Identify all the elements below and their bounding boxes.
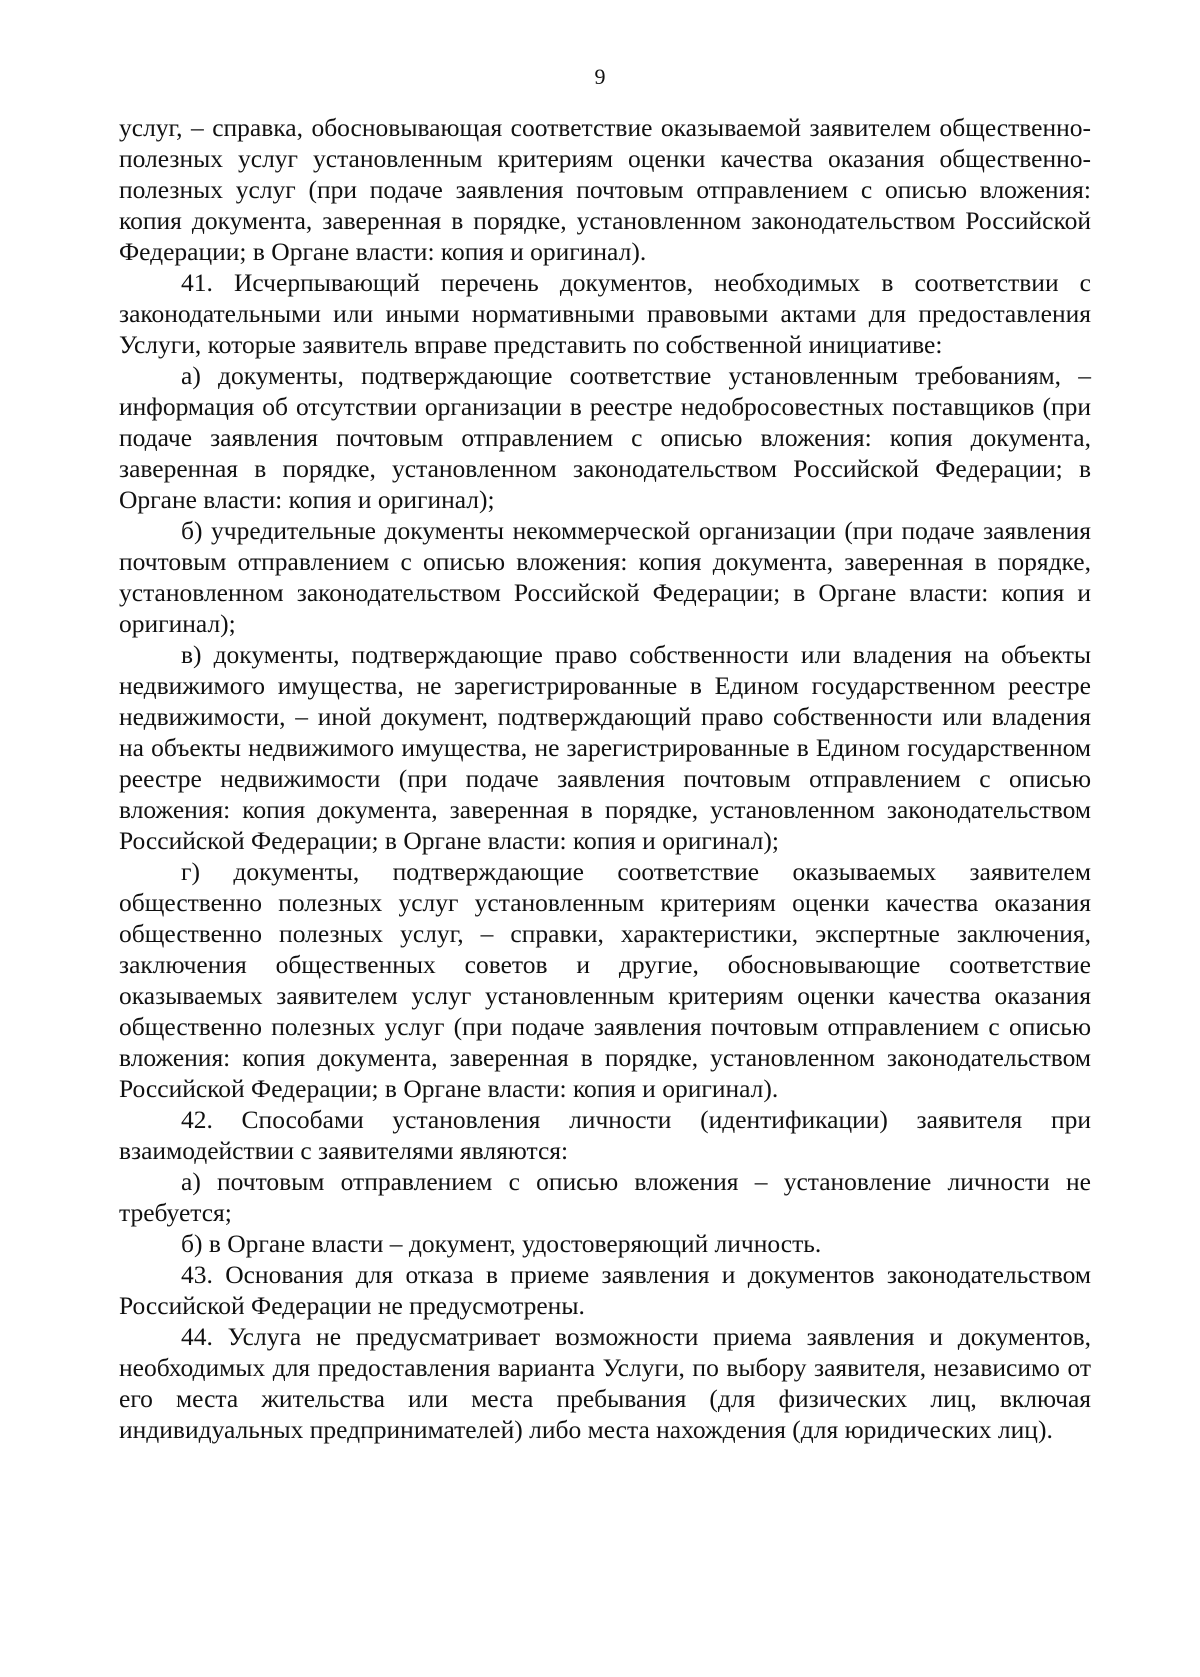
paragraph-continuation: услуг, – справка, обосновывающая соответствие оказываемой заявителем общественно-полезных услуг установленным критериям оценки качества оказания общественно-полезных услуг (при подаче заявления почтовым отправлением с описью вложения: копия документа, заверенная в порядке, установленном законодательством Российской Федерации; в Органе власти: копия и оригинал).: [119, 113, 1091, 266]
paragraph-42-a: а) почтовым отправлением с описью вложения – установление личности не требуется;: [119, 1167, 1091, 1227]
paragraph-41: 41. Исчерпывающий перечень документов, необходимых в соответствии с законодательными или иными нормативными правовыми актами для предоставления Услуги, которые заявитель вправе представить по собственной инициативе:: [119, 268, 1091, 359]
paragraph-44: 44. Услуга не предусматривает возможности приема заявления и документов, необходимых для предоставления варианта Услуги, по выбору заявителя, независимо от его места жительства или места пребывания (для физических лиц, включая индивидуальных предпринимателей) либо места нахождения (для юридических лиц).: [119, 1322, 1091, 1444]
paragraph-41-b: б) учредительные документы некоммерческой организации (при подаче заявления почтовым отправлением с описью вложения: копия документа, заверенная в порядке, установленном законодательством Российской Федерации; в Органе власти: копия и оригинал);: [119, 516, 1091, 638]
document-body: [119, 112, 1091, 1445]
paragraph-43: 43. Основания для отказа в приеме заявления и документов законодательством Российской Федерации не предусмотрены.: [119, 1260, 1091, 1320]
paragraph-42-b: б) в Органе власти – документ, удостоверяющий личность.: [181, 1229, 822, 1258]
page-number: 9: [594, 64, 606, 89]
paragraph-42: 42. Способами установления личности (идентификации) заявителя при взаимодействии с заявителями являются:: [119, 1105, 1091, 1165]
paragraph-41-g: г) документы, подтверждающие соответствие оказываемых заявителем общественно полезных услуг установленным критериям оценки качества оказания общественно полезных услуг, – справки, характеристики, экспертные заключения, заключения общественных советов и другие, обосновывающие соответствие оказываемых заявителем услуг установленным критериям оценки качества оказания общественно полезных услуг (при подаче заявления почтовым отправлением с описью вложения: копия документа, заверенная в порядке, установленном законодательством Российской Федерации; в Органе власти: копия и оригинал).: [119, 857, 1091, 1103]
paragraph-41-a: а) документы, подтверждающие соответствие установленным требованиям, – информация об отсутствии организации в реестре недобросовестных поставщиков (при подаче заявления почтовым отправлением с описью вложения: копия документа, заверенная в порядке, установленном законодательством Российской Федерации; в Органе власти: копия и оригинал);: [119, 361, 1091, 514]
paragraph-41-v: в) документы, подтверждающие право собственности или владения на объекты недвижимого имущества, не зарегистрированные в Едином государственном реестре недвижимости, – иной документ, подтверждающий право собственности или владения на объекты недвижимого имущества, не зарегистрированные в Едином государственном реестре недвижимости (при подаче заявления почтовым отправлением с описью вложения: копия документа, заверенная в порядке, установленном законодательством Российской Федерации; в Органе власти: копия и оригинал);: [119, 640, 1091, 855]
